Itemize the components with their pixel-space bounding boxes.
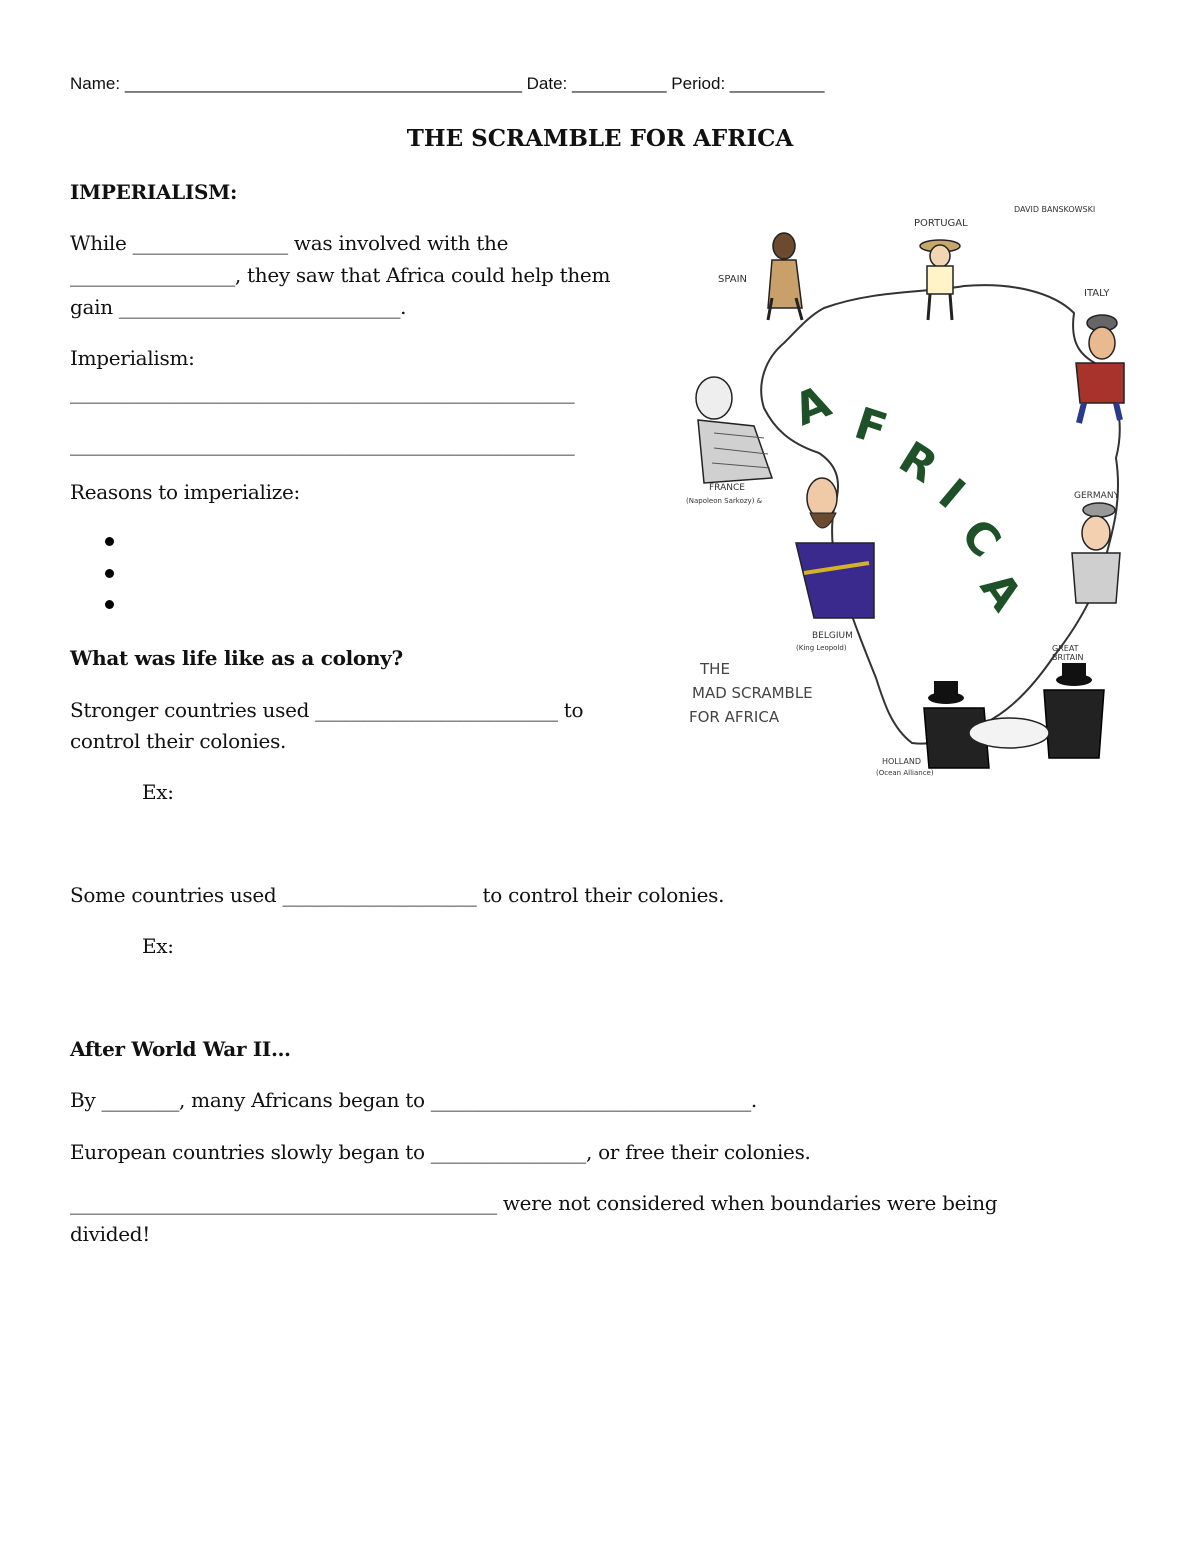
by-line: By ________, many Africans began to _________________________________.	[70, 1088, 757, 1112]
example-label-2: Ex:	[142, 934, 174, 958]
boundaries-line-1: ____________________________________________ were not considered when boundaries were being	[70, 1191, 998, 1215]
name-blank[interactable]: __________________________________________	[124, 74, 522, 93]
africa-letter-3: R	[890, 432, 946, 494]
period-blank[interactable]: __________	[729, 74, 825, 93]
label-belgium: BELGIUM	[812, 631, 853, 641]
reason-bullet-1	[105, 537, 114, 546]
date-blank[interactable]: __________	[572, 74, 667, 93]
while-line-1: While ________________ was involved with the	[70, 231, 509, 255]
date-label: Date:	[526, 74, 568, 93]
imperialism-definition-label: Imperialism:	[70, 346, 195, 370]
label-germany: GERMANY	[1074, 491, 1120, 501]
label-france: FRANCE	[709, 483, 745, 493]
period-label: Period:	[671, 74, 726, 93]
label-spain: SPAIN	[718, 274, 748, 285]
label-holland-note: (Ocean Alliance)	[876, 769, 934, 777]
while-line-2: _________________, they saw that Africa could help them	[70, 263, 611, 287]
page-title: THE SCRAMBLE FOR AFRICA	[406, 125, 794, 152]
stronger-line-2: control their colonies.	[70, 729, 287, 753]
caption-line-3: FOR AFRICA	[689, 708, 780, 726]
africa-letter-1: A	[787, 376, 838, 437]
label-britain-2: BRITAIN	[1052, 653, 1084, 662]
label-britain-1: GREAT	[1052, 644, 1079, 653]
header-line	[70, 74, 824, 94]
colony-heading: What was life like as a colony?	[70, 646, 403, 670]
africa-letter-5: C	[950, 509, 1011, 568]
some-countries-line: Some countries used ____________________ to control their colonies.	[70, 883, 725, 907]
reason-bullet-3	[105, 600, 114, 609]
label-artist: DAVID BANSKOWSKI	[1014, 205, 1096, 214]
label-holland: HOLLAND	[882, 757, 922, 766]
european-line: European countries slowly began to ________________, or free their colonies.	[70, 1140, 811, 1164]
africa-letter-6: A	[969, 563, 1032, 621]
scramble-cartoon-illustration	[684, 198, 1132, 784]
reason-bullet-2	[105, 569, 114, 578]
after-wwii-heading: After World War II…	[70, 1037, 291, 1061]
boundaries-line-2: divided!	[70, 1222, 150, 1246]
label-italy: ITALY	[1084, 288, 1110, 299]
while-line-3: gain _____________________________.	[70, 295, 407, 319]
caption-line-1: THE	[700, 660, 730, 678]
africa-letter-2: F	[848, 397, 893, 456]
imperialism-heading: IMPERIALISM:	[70, 180, 238, 204]
reasons-label: Reasons to imperialize:	[70, 480, 300, 504]
stronger-line-1: Stronger countries used _________________________ to	[70, 698, 584, 722]
label-belgium-note: (King Leopold)	[796, 644, 847, 652]
spain-figure	[768, 233, 802, 320]
name-label: Name:	[70, 74, 121, 93]
definition-blank-1[interactable]: ____________________________________________________	[70, 380, 575, 404]
definition-blank-2[interactable]: ____________________________________________________	[70, 432, 575, 456]
table-shape	[969, 718, 1049, 748]
caption-line-2: MAD SCRAMBLE	[692, 684, 813, 702]
label-portugal: PORTUGAL	[914, 218, 968, 229]
britain-figure	[1044, 663, 1104, 758]
label-france-note: (Napoleon Sarkozy) &	[686, 497, 763, 505]
africa-letter-4: I	[928, 469, 975, 519]
example-label-1: Ex:	[142, 780, 174, 804]
